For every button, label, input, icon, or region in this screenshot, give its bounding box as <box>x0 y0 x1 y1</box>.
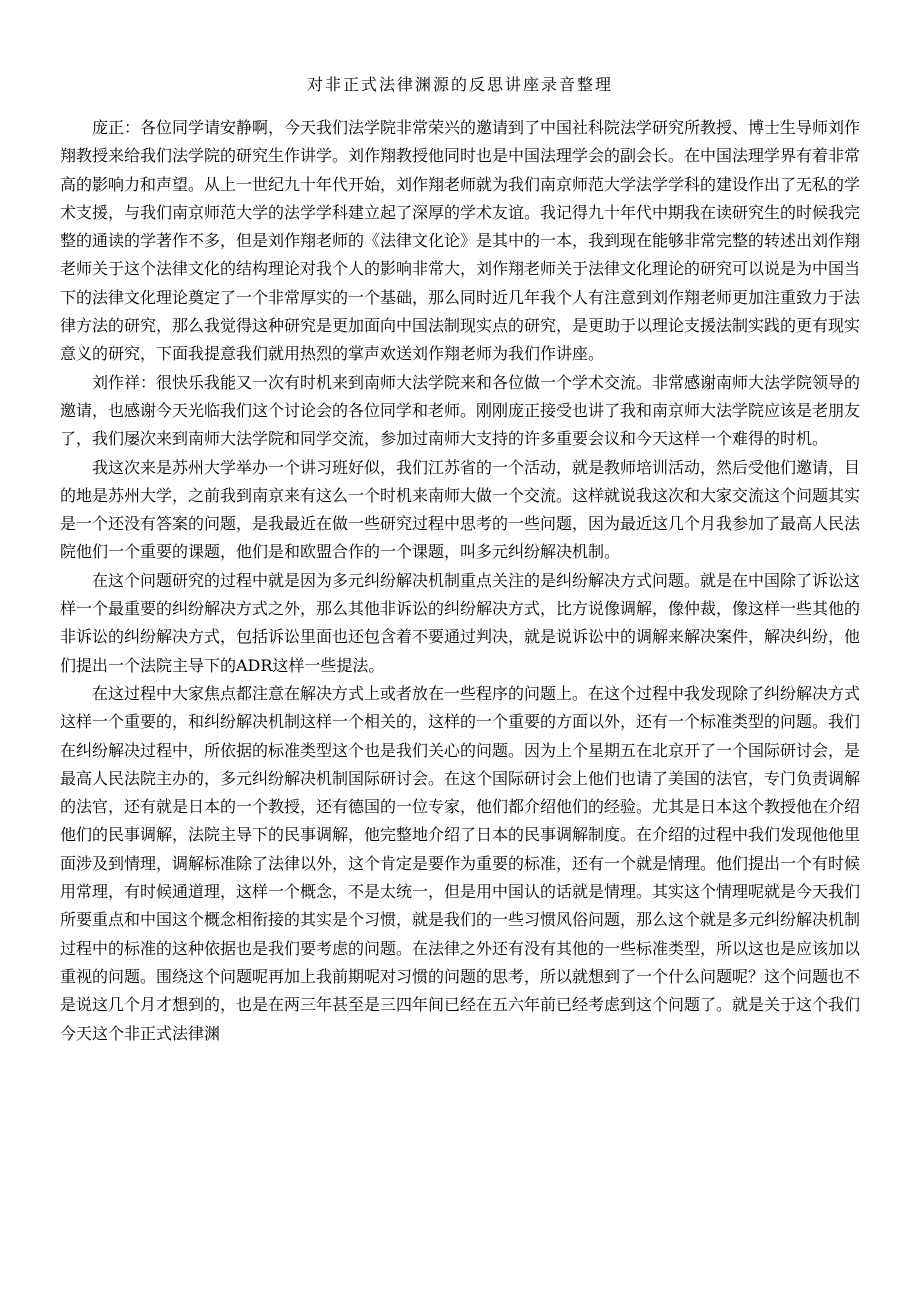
paragraph-3: 我这次来是苏州大学举办一个讲习班好似，我们江苏省的一个活动，就是教师培训活动，然后受他们邀请，目的地是苏州大学，之前我到南京来有这么一个时机来南师大做一个交流。这样就说我这次和大家交流这个问题其实是一个还没有答案的问题，是我最近在做一些研究过程中思考的一些问题，因为最近这几个月我参加了最高人民法院他们一个重要的课题，他们是和欧盟合作的一个课题，叫多元纠纷解决机制。 <box>60 457 861 562</box>
paragraph-2: 刘作祥：很快乐我能又一次有时机来到南师大法学院来和各位做一个学术交流。非常感谢南师大法学院领导的邀请，也感谢今天光临我们这个讨论会的各位同学和老师。刚刚庞正接受也讲了我和南京师大法学院应该是老朋友了，我们屡次来到南师大法学院和同学交流，参加过南师大支持的许多重要会议和今天这样一个难得的时机。 <box>60 372 861 449</box>
paragraph-1: 庞正：各位同学请安静啊，今天我们法学院非常荣兴的邀请到了中国社科院法学研究所教授、博士生导师刘作翔教授来给我们法学院的研究生作讲学。刘作翔教授他同时也是中国法理学会的副会长。在中国法理学界有着非常高的影响力和声望。从上一世纪九十年代开始，刘作翔老师就为我们南京师范大学法学学科的建设作出了无私的学术支援，与我们南京师范大学的法学学科建立起了深厚的学术友谊。我记得九十年代中期我在读研究生的时候我完整的通读的学著作不多，但是刘作翔老师的《法律文化论》是其中的一本，我到现在能够非常完整的转述出刘作翔老师关于这个法律文化的结构理论对我个人的影响非常大，刘作翔老师关于法律文化理论的研究可以说是为中国当下的法律文化理论奠定了一个非常厚实的一个基础，那么同时近几年我个人有注意到刘作翔老师更加注重致力于法律方法的研究，那么我觉得这种研究是更加面向中国法制现实点的研究，是更助于以理论支援法制实践的更有现实意义的研究，下面我提意我们就用热烈的掌声欢送刘作翔老师为我们作讲座。 <box>60 118 861 364</box>
document-title: 对非正式法律渊源的反思讲座录音整理 <box>306 75 613 94</box>
document-page <box>60 70 860 1048</box>
paragraph-5: 在这过程中大家焦点都注意在解决方式上或者放在一些程序的问题上。在这个过程中我发现除了纠纷解决方式这样一个重要的，和纠纷解决机制这样一个相关的，这样的一个重要的方面以外，还有一个标准类型的问题。我们在纠纷解决过程中，所依据的标准类型这个也是我们关心的问题。因为上个星期五在北京开了一个国际研讨会，是最高人民法院主办的，多元纠纷解决机制国际研讨会。在这个国际研讨会上他们也请了美国的法官，专门负责调解的法官，还有就是日本的一个教授，还有德国的一位专家，他们都介绍他们的经验。尤其是日本这个教授他在介绍他们的民事调解，法院主导下的民事调解，他完整地介绍了日本的民事调解制度。在介绍的过程中我们发现他他里面涉及到情理，调解标准除了法律以外，这个肯定是要作为重要的标准，还有一个就是情理。他们提出一个有时候用常理，有时候通道理，这样一个概念，不是太统一，但是用中国认的话就是情理。其实这个情理呢就是今天我们所要重点和中国这个概念相衔接的其实是个习惯，就是我们的一些习惯风俗问题，那么这个就是多元纠纷解决机制过程中的标准的这种依据也是我们要考虑的问题。在法律之外还有没有其他的一些标准类型，所以这也是应该加以重视的问题。围绕这个问题呢再加上我前期呢对习惯的问题的思考，所以就想到了一个什么问题呢？这个问题也不是说这几个月才想到的，也是在两三年甚至是三四年间已经在五六年前已经考虑到这个问题了。就是关于这个我们今天这个非正式法律渊 <box>60 683 861 1043</box>
paragraph-4: 在这个问题研究的过程中就是因为多元纠纷解决机制重点关注的是纠纷解决方式问题。就是在中国除了诉讼这样一个最重要的纠纷解决方式之外，那么其他非诉讼的纠纷解决方式，比方说像调解，像仲裁，像这样一些其他的非诉讼的纠纷解决方式，包括诉讼里面也还包含着不要通过判决，就是说诉讼中的调解来解决案件，解决纠纷，他们提出一个法院主导下的ADR这样一些提法。 <box>60 570 861 675</box>
